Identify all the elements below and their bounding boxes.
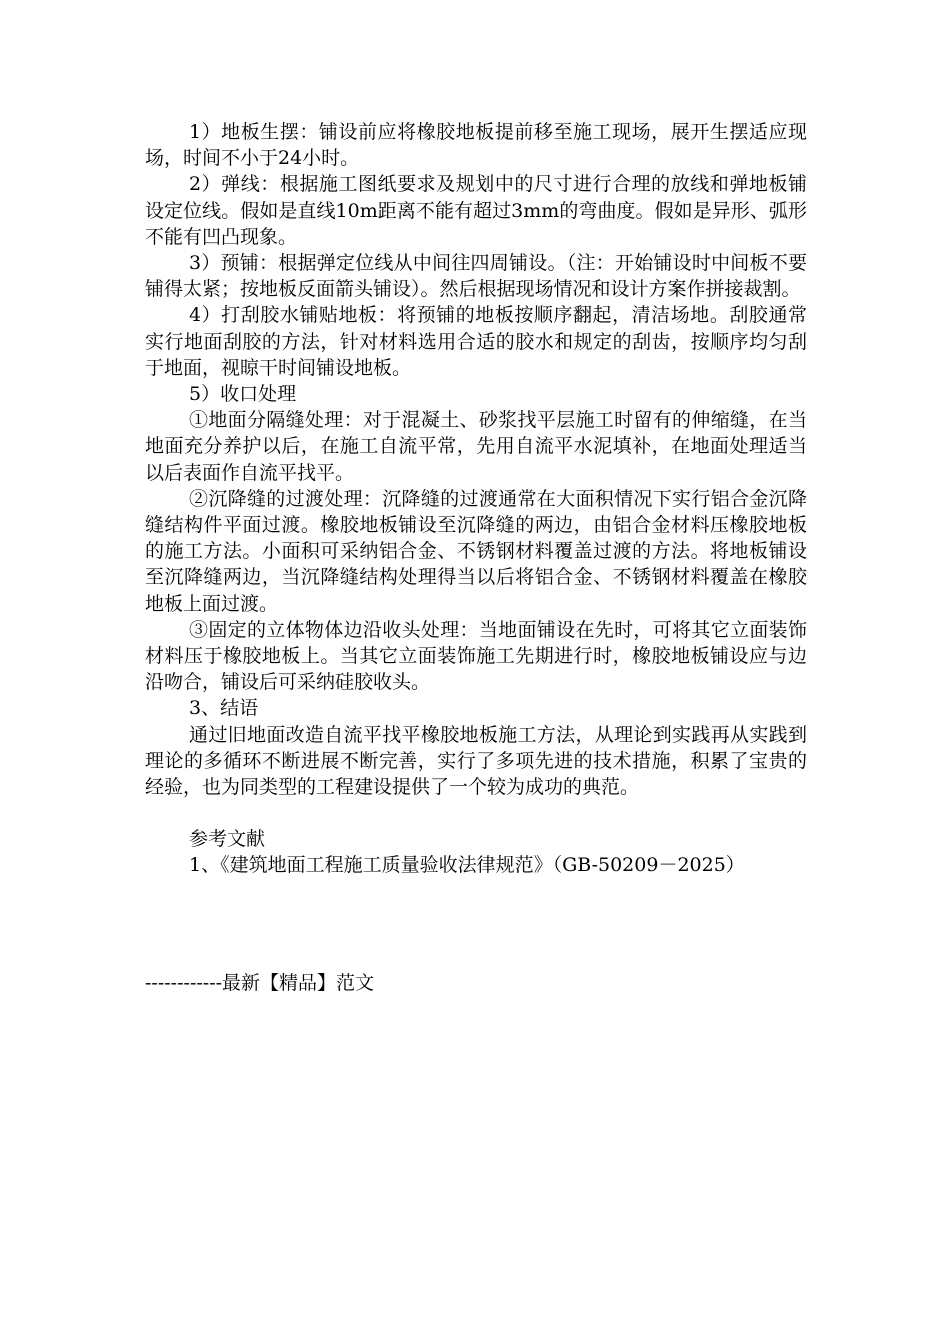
paragraph-settlement-joint: ②沉降缝的过渡处理：沉降缝的过渡通常在大面积情况下实行铝合金沉降缝结构件平面过渡。橡胶地板铺设至沉降缝的两边，由铝合金材料压橡胶地板的施工方法。小面积可采纳铝合金、不锈钢材料覆盖过渡的方法。将地板铺设至沉降缝两边，当沉降缝结构处理得当以后将铝合金、不锈钢材料覆盖在橡胶地板上面过渡。 [145,487,807,615]
reference-item: 1、《建筑地面工程施工质量验收法律规范》（GB-50209－2025） [189,854,745,877]
document-body [145,119,807,879]
paragraph-joint-treatment: ①地面分隔缝处理：对于混凝土、砂浆找平层施工时留有的伸缩缝，在当地面充分养护以后，在施工自流平常，先用自流平水泥填补，在地面处理适当以后表面作自流平找平。 [145,409,807,484]
paragraph-step-3: 3）预铺：根据弹定位线从中间往四周铺设。（注：开始铺设时中间板不要铺得太紧；按地板反面箭头铺设）。然后根据现场情况和设计方案作拼接裁割。 [145,252,807,301]
paragraph-step-1: 1）地板生摆：铺设前应将橡胶地板提前移至施工现场，展开生摆适应现场，时间不小于24小时。 [145,121,807,170]
footer-banner: ------------最新【精品】范文 [145,972,375,994]
paragraph-edge-finishing: ③固定的立体物体边沿收头处理：当地面铺设在先时，可将其它立面装饰材料压于橡胶地板上。当其它立面装饰施工先期进行时，橡胶地板铺设应与边沿吻合，铺设后可采纳硅胶收头。 [145,618,807,694]
paragraph-step-4: 4）打刮胶水铺贴地板：将预铺的地板按顺序翻起，清洁场地。刮胶通常实行地面刮胶的方法，针对材料选用合适的胶水和规定的刮齿，按顺序均匀刮于地面，视晾干时间铺设地板。 [145,304,807,379]
blank-line [145,800,807,826]
references-heading: 参考文献 [189,828,266,851]
paragraph-step-2: 2）弹线：根据施工图纸要求及规划中的尺寸进行合理的放线和弹地板铺设定位线。假如是直线10m距离不能有超过3mm的弯曲度。假如是异形、弧形不能有凹凸现象。 [145,173,807,248]
paragraph-conclusion: 通过旧地面改造自流平找平橡胶地板施工方法，从理论到实践再从实践到理论的多循环不断进展不断完善，实行了多项先进的技术措施，积累了宝贵的经验，也为同类型的工程建设提供了一个较为成功的典范。 [145,723,807,799]
section-heading-conclusion: 3、结语 [189,697,259,720]
paragraph-step-5-heading: 5）收口处理 [189,383,297,406]
